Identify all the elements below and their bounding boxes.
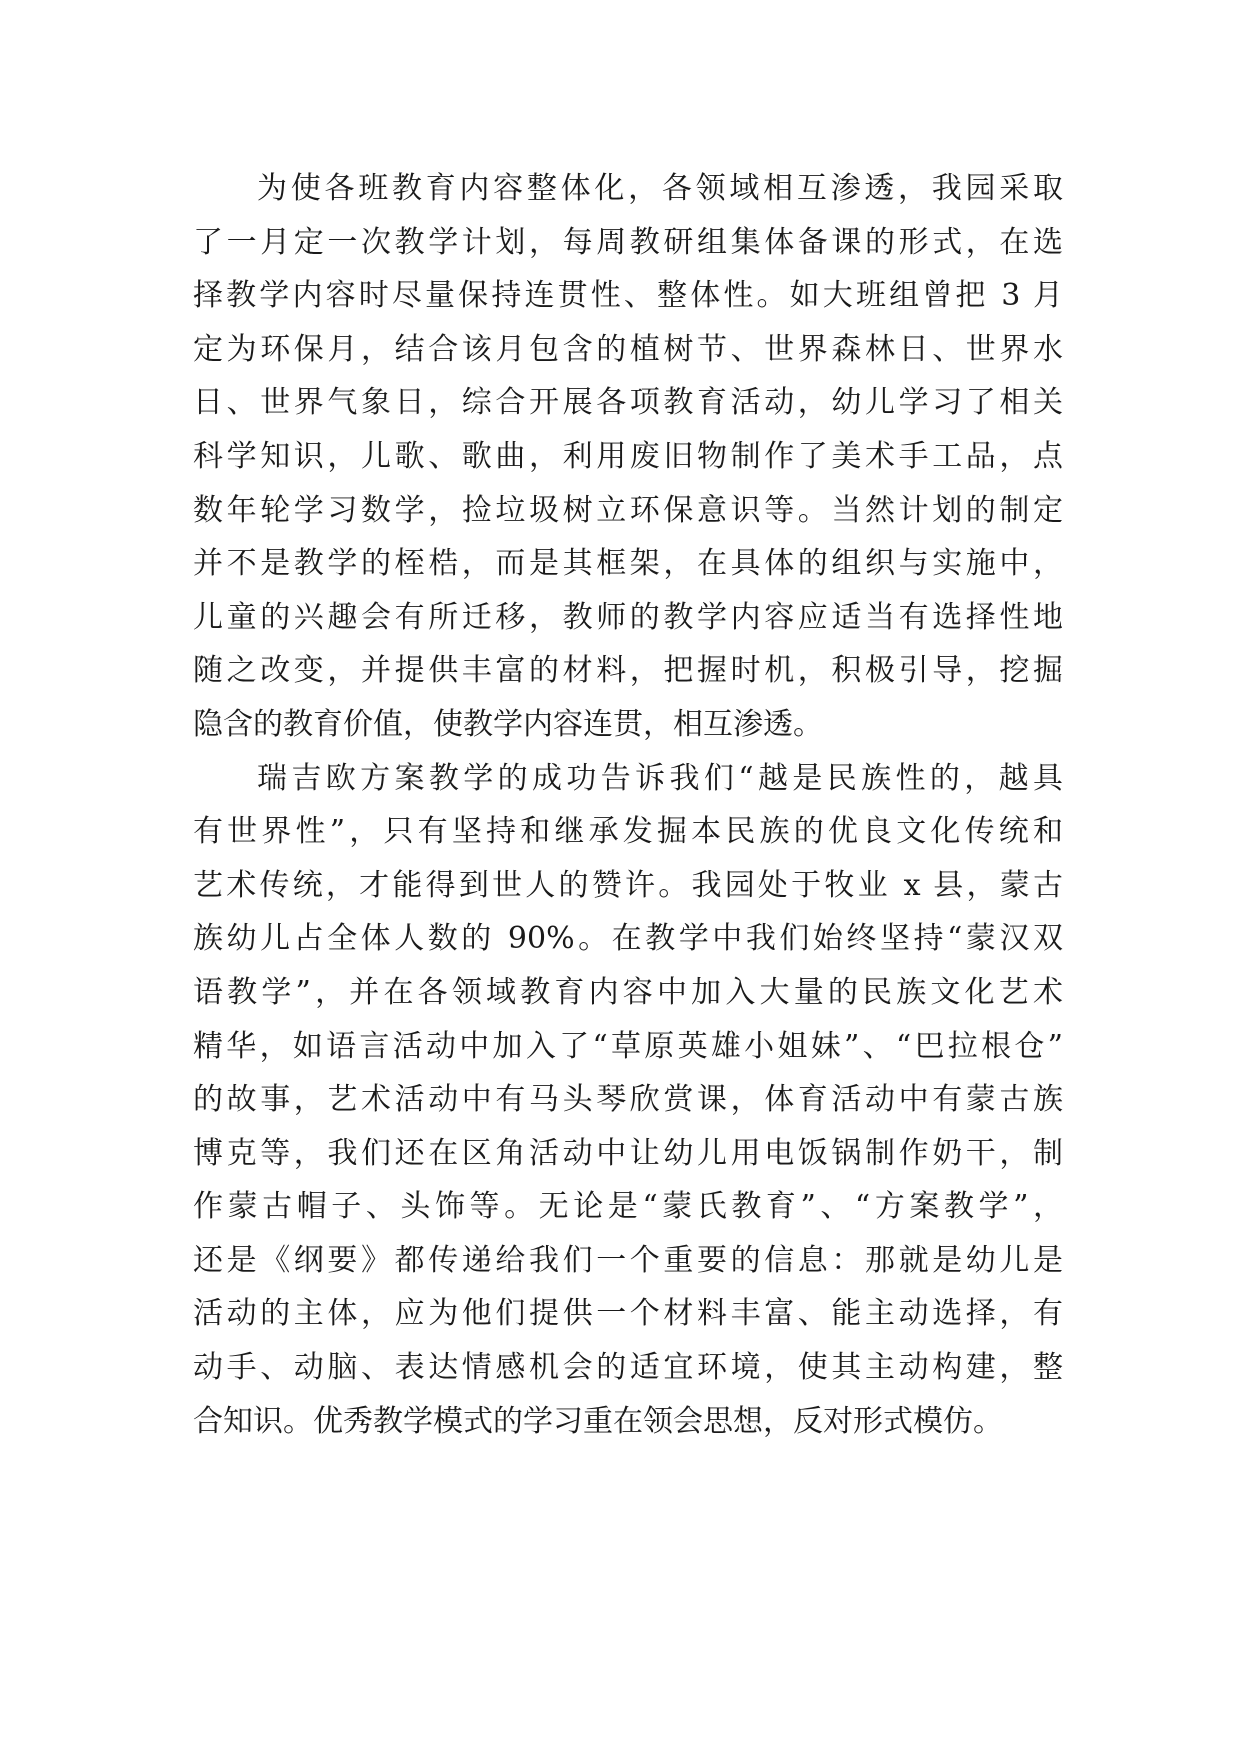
text-line: 随之改变，并提供丰富的材料，把握时机，积极引导，挖掘	[193, 653, 1063, 689]
text-line: 作蒙古帽子、头饰等。无论是“蒙氏教育”、“方案教学”，	[193, 1189, 1063, 1225]
text-line: 博克等，我们还在区角活动中让幼儿用电饭锅制作奶干，制	[193, 1135, 1063, 1171]
text-line: 数年轮学习数学，捡垃圾树立环保意识等。当然计划的制定	[193, 492, 1063, 528]
text-line: 族幼儿占全体人数的 90%。在教学中我们始终坚持“蒙汉双	[193, 921, 1063, 957]
text-line: 的故事，艺术活动中有马头琴欣赏课，体育活动中有蒙古族	[193, 1082, 1063, 1118]
text-line: 语教学”，并在各领域教育内容中加入大量的民族文化艺术	[193, 974, 1063, 1010]
text-line: 择教学内容时尽量保持连贯性、整体性。如大班组曾把 3 月	[193, 278, 1063, 314]
text-line: 瑞吉欧方案教学的成功告诉我们“越是民族性的，越具	[257, 760, 1063, 796]
text-line: 艺术传统，才能得到世人的赞许。我园处于牧业 x 县，蒙古	[193, 867, 1063, 903]
text-line: 有世界性”，只有坚持和继承发掘本民族的优良文化传统和	[193, 814, 1063, 850]
text-line: 隐含的教育价值，使教学内容连贯，相互渗透。	[193, 706, 823, 742]
text-line: 活动的主体，应为他们提供一个材料丰富、能主动选择，有	[193, 1296, 1063, 1332]
paragraph-2	[193, 752, 1063, 1449]
text-line: 了一月定一次教学计划，每周教研组集体备课的形式，在选	[193, 224, 1063, 260]
text-line: 儿童的兴趣会有所迁移，教师的教学内容应适当有选择性地	[193, 599, 1063, 635]
text-line: 并不是教学的桎梏，而是其框架，在具体的组织与实施中，	[193, 546, 1063, 582]
text-line: 为使各班教育内容整体化，各领域相互渗透，我园采取	[257, 171, 1063, 206]
text-line: 定为环保月，结合该月包含的植树节、世界森林日、世界水	[193, 331, 1063, 367]
text-line: 还是《纲要》都传递给我们一个重要的信息：那就是幼儿是	[193, 1242, 1063, 1278]
text-line: 合知识。优秀教学模式的学习重在领会思想，反对形式模仿。	[193, 1403, 1003, 1439]
text-line: 精华，如语言活动中加入了“草原英雄小姐妹”、“巴拉根仓”	[193, 1028, 1063, 1064]
text-line: 动手、动脑、表达情感机会的适宜环境，使其主动构建，整	[193, 1350, 1063, 1386]
paragraph-1	[193, 162, 1063, 752]
body-text	[193, 162, 1063, 1448]
text-line: 日、世界气象日，综合开展各项教育活动，幼儿学习了相关	[193, 385, 1063, 421]
text-line: 科学知识，儿歌、歌曲，利用废旧物制作了美术手工品，点	[193, 438, 1063, 474]
